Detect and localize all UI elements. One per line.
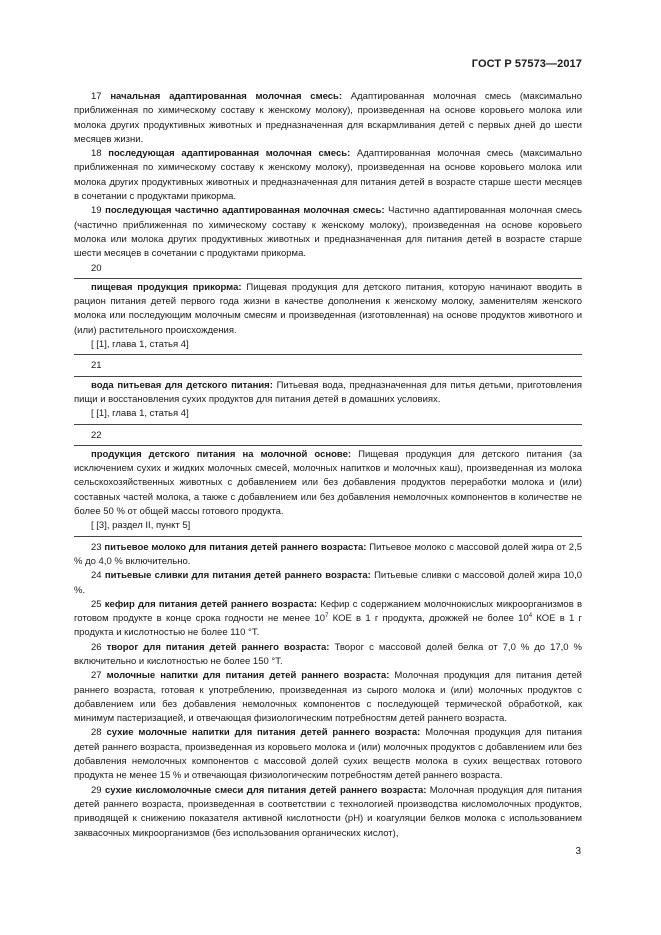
term-name: последующая частично адаптированная молочная смесь: xyxy=(105,205,385,217)
term-entry-23 xyxy=(74,541,582,570)
entry-number: 25 xyxy=(91,598,102,610)
term-name: молочные напитки для питания детей раннего возраста: xyxy=(106,670,390,682)
term-name: питьевые сливки для питания детей раннего возраста: xyxy=(104,570,371,582)
term-entry-20 xyxy=(74,281,582,338)
term-definition: Питьевая вода, предназначенная для питья детьми, приготовления пищи и восстановления сухих продуктов для питания детей в домашних условиях. xyxy=(74,379,582,405)
term-name: вода питьевая для детского питания: xyxy=(91,379,273,391)
term-box-22 xyxy=(74,445,582,537)
term-definition-part: КОЕ в 1 г продукта, дрожжей не более 10 xyxy=(328,613,529,625)
entry-number: 29 xyxy=(91,784,102,796)
term-entry-26 xyxy=(74,641,582,670)
term-name: творог для питания детей раннего возраста: xyxy=(106,641,330,653)
term-definition: Молочная продукция для питания детей раннего возраста, произведенная из коровьего молока и (или) молочных продуктов с добавлением или без добавления немолочных компонентов с массовой долей сухих веществ молока в сухих веществах готового продукта не менее 15 % и отвечающая физиологическим потребностям детей раннего возраста. xyxy=(74,727,583,782)
term-name: начальная адаптированная молочная смесь: xyxy=(110,91,343,102)
term-name: продукция детского питания на молочной основе: xyxy=(91,448,352,460)
term-definition: Пищевая продукция для детского питания, которую начинают вводить в рацион питания детей первого года жизни в качестве дополнения к женскому молоку, заменителям женского молока или последующим молочным смесям и произведенная (изготовленная) на основе продуктов животного и (или) растительного происхождения. xyxy=(74,281,582,336)
source-reference: [ [1], глава 1, статья 4] xyxy=(91,339,189,351)
term-name: сухие молочные напитки для питания детей раннего возраста: xyxy=(106,727,421,739)
entry-number: 28 xyxy=(91,727,102,739)
term-definition-part: КОЕ в 1 г продукта и кислотностью не более 110 °Т. xyxy=(74,613,582,639)
source-reference: [ [1], глава 1, статья 4] xyxy=(91,408,189,420)
entry-number: 18 xyxy=(91,148,102,160)
term-entry-22 xyxy=(74,448,582,519)
term-entry-28 xyxy=(74,726,582,783)
term-name: пищевая продукция прикорма: xyxy=(91,281,242,293)
term-name: питьевое молоко для питания детей раннего возраста: xyxy=(104,541,367,553)
entry-number: 17 xyxy=(91,91,102,102)
entry-number: 27 xyxy=(91,670,102,682)
page-number: 3 xyxy=(575,846,581,857)
term-box-21 xyxy=(74,376,582,425)
entry-number: 20 xyxy=(91,262,102,274)
term-definition: Молочная продукция для питания детей раннего возраста, готовая к употреблению, произведенная из сырого молока и (или) молочных продуктов с добавлением или без добавления немолочных компонентов с последующей термической обработкой, как минимум пастеризацией, и отвечающая физиологическим потребностям детей раннего возраста. xyxy=(74,670,582,725)
entry-number: 21 xyxy=(91,360,102,372)
source-reference: [ [3], раздел II, пункт 5] xyxy=(91,520,191,532)
term-entry-19 xyxy=(74,204,582,261)
term-name: кефир для питания детей раннего возраста: xyxy=(104,598,318,610)
document-code: ГОСТ Р 57573—2017 xyxy=(471,58,582,70)
entry-number: 24 xyxy=(91,570,102,582)
term-name: сухие кисломолочные смеси для питания детей раннего возраста: xyxy=(104,784,427,796)
term-definition-part: Кефир с содержанием молочнокислых микроорганизмов в готовом продукте в конце срока годности не менее 10 xyxy=(74,598,583,625)
term-entry-18 xyxy=(74,147,582,204)
term-definition: Пищевая продукция для детского питания (за исключением сухих и жидких молочных смесей, молочных напитков и молочных каш), произведенная из молока сельскохозяйственных животных с добавлением или без добавления продуктов переработки молока и (или) составных частей молока, а также с добавлением или без добавления немолочных компонентов в количестве не более 50 % от общей массы готового продукта. xyxy=(74,448,582,518)
term-entry-21 xyxy=(74,379,582,408)
term-entry-24 xyxy=(74,569,582,598)
exponent: 7 xyxy=(325,612,329,619)
term-entry-25 xyxy=(74,598,582,641)
term-definition: Творог с массовой долей белка от 7,0 % до 17,0 % включительно и кислотностью не более 150 °Т. xyxy=(74,641,582,667)
term-definition: Частично адаптированная молочная смесь (частично приближенная по химическому составу к женскому молоку), произведенная на основе коровьего молока или молока других продуктивных животных и предназначенная для питания детей в возрасте старше шести месяцев в сочетании с продуктами прикорма. xyxy=(74,205,583,260)
entry-number: 19 xyxy=(91,205,102,217)
term-definition: Адаптированная молочная смесь (максимально приближенная по химическому составу к женскому молоку), произведенная на основе коровьего молока или молока других продуктивных животных и предназначенная для питания детей в возрасте старше шести месяцев в сочетании с продуктами прикорма. xyxy=(74,148,583,203)
entry-number: 23 xyxy=(91,541,102,553)
term-box-20 xyxy=(74,278,582,355)
exponent: 4 xyxy=(528,612,533,619)
term-definition: Молочная продукция для питания детей раннего возраста, произведенная в соответствии с технологией производства кисломолочных продуктов, приводящей к снижению показателя активной кислотности (pH) и коагуляции белков молока с использованием заквасочных микроорганизмов (без использования органических кислот), xyxy=(74,784,582,839)
term-entry-29 xyxy=(74,784,582,841)
entry-number: 22 xyxy=(91,429,102,441)
term-entry-27 xyxy=(74,669,582,726)
terms-section xyxy=(74,90,582,841)
term-name: последующая адаптированная молочная смесь: xyxy=(108,148,351,160)
term-definition: Адаптированная молочная смесь (максимально приближенная по химическому составу к женскому молоку), произведенная на основе коровьего молока или молока других продуктивных животных и предназначенная для вскармливания детей с первых дней до шести месяцев жизни. xyxy=(74,91,582,145)
term-definition: Питьевое молоко с массовой долей жира от 2,5 % до 4,0 % включительно. xyxy=(74,541,583,567)
entry-number: 26 xyxy=(91,641,102,653)
term-definition: Питьевые сливки с массовой долей жира 10,0 %. xyxy=(74,570,583,596)
term-entry-17 xyxy=(74,90,582,147)
